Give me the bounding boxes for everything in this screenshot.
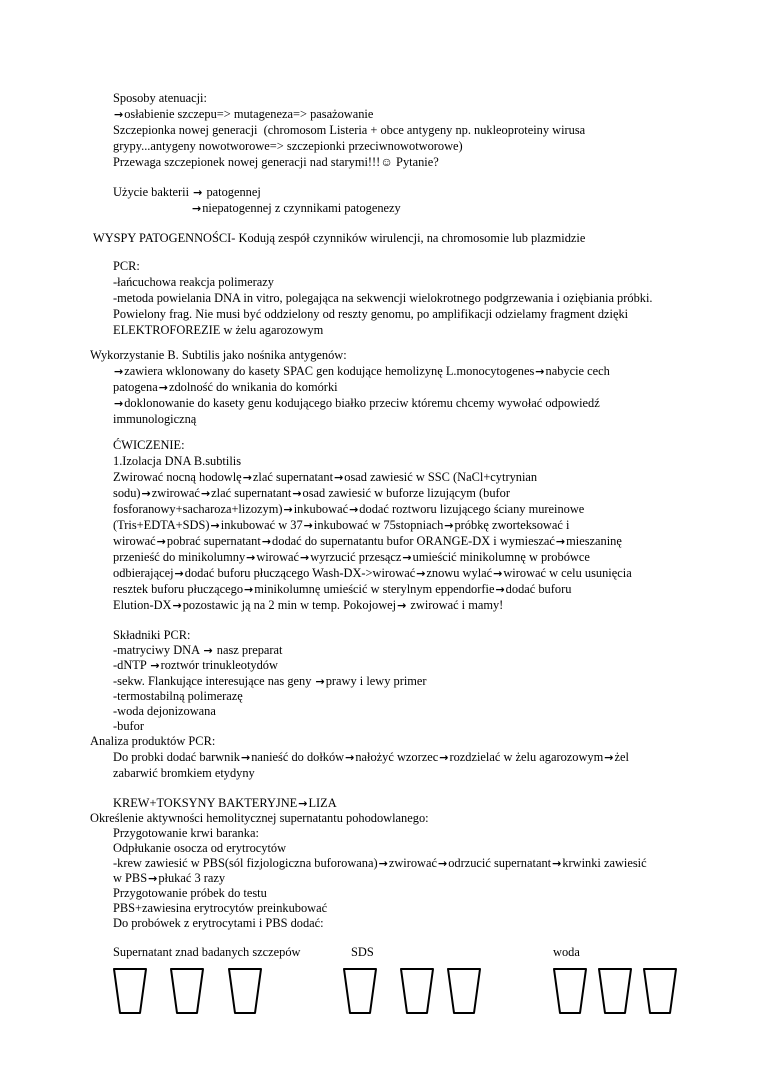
text-line [113, 900, 327, 916]
tube-outline [343, 968, 377, 1014]
text-line [113, 106, 373, 123]
text-line [113, 485, 510, 502]
tube-outline [400, 968, 434, 1014]
text-run: prawy i lewy primer [325, 674, 427, 688]
text-run: Sposoby atenuacji: [113, 91, 207, 105]
arrow-right-icon [300, 550, 309, 566]
text-run: dodać do supernatantu bufor ORANGE-DX i wymieszać [272, 534, 555, 548]
tube-outline [643, 968, 677, 1014]
text-run: zlać supernatant [252, 470, 334, 484]
text-line [113, 306, 628, 322]
text-run: Powielony frag. Nie musi być oddzielony od reszty genomu, po amplifikacji odzielamy fragment dzięki [113, 307, 629, 321]
text-run: zwirować [151, 486, 200, 500]
arrow-right-icon [241, 750, 250, 766]
text-run: zlać supernatant [211, 486, 292, 500]
text-run: Odpłukanie osocza od erytrocytów [113, 841, 287, 855]
text-line [113, 395, 600, 412]
arrow-right-icon [535, 364, 544, 380]
text-run: roztwór trinukleotydów [160, 658, 278, 672]
text-run: Składniki PCR: [113, 628, 191, 642]
text-run: Do probówek z erytrocytami i PBS dodać: [113, 916, 324, 930]
tube-outline [553, 968, 587, 1014]
tube-label-supernatant: Supernatant znad badanych szczepów [113, 945, 301, 959]
arrow-right-icon [316, 674, 325, 690]
text-line [90, 810, 429, 826]
arrow-right-icon [552, 856, 561, 872]
text-line [113, 379, 338, 396]
arrow-right-icon [244, 582, 253, 598]
text-line [113, 581, 571, 598]
text-line [113, 322, 323, 338]
arrow-right-icon [193, 185, 202, 201]
arrow-right-icon [292, 486, 301, 502]
text-run: osad zawiesić w buforze lizującym (bufor [302, 486, 510, 500]
text-run: -matryciwy DNA [113, 643, 203, 657]
arrow-right-icon [397, 598, 406, 614]
tube-outline [598, 968, 632, 1014]
text-run: -krew zawiesić w PBS(sól fizjologiczna buforowana) [113, 856, 378, 870]
arrow-right-icon [439, 750, 448, 766]
text-run: odbierającej [113, 566, 174, 580]
text-run: niepatogennej z czynnikami patogenezy [202, 201, 401, 215]
text-run: inkubować w 37 [220, 518, 303, 532]
text-run: zawiera wklonowany do kasety SPAC gen kodujące hemolizynę L.monocytogenes [124, 364, 535, 378]
arrow-right-icon [438, 856, 447, 872]
tube-outline [228, 968, 262, 1014]
text-run: nabycie cech [545, 364, 610, 378]
text-line [113, 469, 537, 486]
text-run: Analiza produktów PCR: [90, 734, 216, 748]
text-run: wirować [113, 534, 156, 548]
tube-outline [170, 968, 204, 1014]
test-tube-icon [553, 968, 587, 1014]
text-line [113, 597, 503, 614]
text-line [113, 154, 439, 170]
text-line [113, 565, 632, 582]
text-run: dodać roztworu lizującego ściany mureinowe [359, 502, 585, 516]
text-line [113, 138, 463, 154]
text-run: -woda dejonizowana [113, 704, 216, 718]
text-line [113, 274, 274, 290]
tube-label-woda: woda [553, 945, 580, 959]
text-run: (Tris+EDTA+SDS) [113, 518, 210, 532]
text-run: patogennej [203, 185, 261, 199]
text-run: WYSPY PATOGENNOŚCI- Kodują zespół czynników wirulencji, na chromosomie lub plazmidzie [93, 231, 586, 245]
arrow-right-icon [173, 598, 182, 614]
section-heading [93, 230, 585, 246]
text-run: -łańcuchowa reakcja polimerazy [113, 275, 274, 289]
text-run: pozostawic ją na 2 min w temp. Pokojowej [182, 598, 397, 612]
arrow-right-icon [175, 566, 184, 582]
text-run: nasz preparat [213, 643, 283, 657]
arrow-right-icon [493, 566, 502, 582]
test-tube-icon [598, 968, 632, 1014]
test-tube-icon [447, 968, 481, 1014]
section-heading [90, 733, 215, 749]
arrow-right-icon [495, 582, 504, 598]
text-run: w PBS [113, 871, 148, 885]
text-line [113, 122, 585, 138]
test-tube-icon [228, 968, 262, 1014]
text-run: nanieść do dołków [251, 750, 345, 764]
arrow-right-icon [283, 502, 292, 518]
text-line [113, 184, 261, 201]
text-run: Zwirować nocną hodowlę [113, 470, 242, 484]
text-run: płukać 3 razy [158, 871, 226, 885]
arrow-right-icon [114, 364, 123, 380]
text-run: zwirować [388, 856, 437, 870]
text-line [113, 749, 629, 766]
text-run: inkubować [293, 502, 349, 516]
text-run: znowu wylać [426, 566, 493, 580]
text-run: PBS+zawiesina erytrocytów preinkubować [113, 901, 328, 915]
arrow-right-icon [444, 518, 453, 534]
arrow-right-icon [304, 518, 313, 534]
tube-outline [447, 968, 481, 1014]
text-line [113, 363, 610, 380]
text-line [113, 915, 324, 931]
text-line [113, 517, 569, 534]
text-run: inkubować w 75stopniach [313, 518, 444, 532]
text-run: -sekw. Flankujące interesujące nas geny [113, 674, 315, 688]
arrow-right-icon [604, 750, 613, 766]
text-run: grypy...antygeny nowotworowe=> szczepionki przeciwnowotworowe) [113, 139, 463, 153]
text-run: zwirować i mamy! [407, 598, 504, 612]
text-line [113, 840, 286, 856]
text-run: Wykorzystanie B. Subtilis jako nośnika antygenów: [90, 348, 347, 362]
arrow-right-icon [192, 201, 201, 217]
text-run: Elution-DX [113, 598, 172, 612]
text-line [113, 549, 590, 566]
section-heading [113, 437, 185, 453]
text-run: krwinki zawiesić [562, 856, 647, 870]
arrow-right-icon [243, 470, 252, 486]
text-run: pobrać supernatant [166, 534, 261, 548]
arrow-right-icon [142, 486, 151, 502]
test-tube-icon [170, 968, 204, 1014]
text-run: doklonowanie do kasety genu kodującego białko przeciw któremu chcemy wywołać odpowiedź [124, 396, 600, 410]
arrow-right-icon [262, 534, 271, 550]
arrow-right-icon [556, 534, 565, 550]
arrow-right-icon [246, 550, 255, 566]
section-heading [90, 347, 347, 363]
text-line [191, 200, 401, 217]
text-run: mieszaninę [566, 534, 622, 548]
text-run: -metoda powielania DNA in vitro, polegająca na sekwencji wielokrotnego podgrzewania i oziębiania próbki. [113, 291, 653, 305]
text-run: sodu) [113, 486, 141, 500]
text-line [113, 411, 196, 427]
text-line [113, 718, 144, 734]
text-run: umieścić minikolumnę w probówce [412, 550, 590, 564]
arrow-right-icon [157, 534, 166, 550]
text-run: minikolumnę umieścić w sterylnym eppendorfie [254, 582, 495, 596]
arrow-right-icon [211, 518, 220, 534]
text-line [113, 533, 622, 550]
section-heading [113, 627, 190, 643]
text-run: -termostabilną polimerazę [113, 689, 243, 703]
text-line [113, 501, 584, 518]
text-line [113, 703, 216, 719]
text-line [113, 825, 259, 841]
text-run: Określenie aktywności hemolitycznej supernatantu pohodowlanego: [90, 811, 429, 825]
text-run: Przygotowanie krwi baranka: [113, 826, 259, 840]
text-line [113, 453, 241, 469]
arrow-right-icon [402, 550, 411, 566]
text-run: ĆWICZENIE: [113, 438, 185, 452]
arrow-right-icon [150, 658, 159, 674]
text-line [113, 290, 653, 306]
text-line [113, 90, 207, 106]
text-run: ELEKTROFOREZIE w żelu agarozowym [113, 323, 324, 337]
arrow-right-icon [349, 502, 358, 518]
text-run: zdolność do wnikania do komórki [168, 380, 338, 394]
arrow-right-icon [114, 396, 123, 412]
text-run: LIZA [308, 796, 337, 810]
text-run: wirować [256, 550, 300, 564]
text-run: rozdzielać w żelu agarozowym [449, 750, 604, 764]
text-run: żel [614, 750, 629, 764]
arrow-right-icon [201, 486, 210, 502]
text-line [113, 258, 140, 274]
arrow-right-icon [159, 380, 168, 396]
test-tube-icon [113, 968, 147, 1014]
text-run: Użycie bakterii [113, 185, 193, 199]
arrow-right-icon [114, 107, 123, 123]
text-run: dodać buforu płuczącego Wash-DX->wirować [184, 566, 416, 580]
text-line [113, 688, 243, 704]
text-run: -bufor [113, 719, 144, 733]
test-tube-icon [400, 968, 434, 1014]
text-run: fosforanowy+sacharoza+lizozym) [113, 502, 283, 516]
text-run: KREW+TOKSYNY BAKTERYJNE [113, 796, 298, 810]
text-run: Przygotowanie próbek do testu [113, 886, 267, 900]
text-run: osad zawiesić w SSC (NaCl+cytrynian [344, 470, 538, 484]
text-run: dodać buforu [505, 582, 572, 596]
tube-outline [113, 968, 147, 1014]
arrow-right-icon [334, 470, 343, 486]
text-run: patogena [113, 380, 158, 394]
test-tube-icon [343, 968, 377, 1014]
text-run: nałożyć wzorzec [355, 750, 439, 764]
text-run: immunologiczną [113, 412, 197, 426]
text-line [113, 765, 255, 781]
text-run: wyrzucić przesącz [310, 550, 402, 564]
text-run: próbkę zworteksować i [454, 518, 570, 532]
text-run: 1.Izolacja DNA B.subtilis [113, 454, 242, 468]
text-run: -dNTP [113, 658, 150, 672]
text-run: resztek buforu płuczącego [113, 582, 244, 596]
arrow-right-icon [345, 750, 354, 766]
text-run: PCR: [113, 259, 140, 273]
text-run: wirować w celu usunięcia [503, 566, 632, 580]
text-run: Przewaga szczepionek nowej generacji nad starymi!!!☺ Pytanie? [113, 155, 439, 169]
test-tube-icon [643, 968, 677, 1014]
text-run: osłabienie szczepu=> mutageneza=> pasażowanie [124, 107, 374, 121]
arrow-right-icon [416, 566, 425, 582]
text-run: Szczepionka nowej generacji (chromosom Listeria + obce antygeny np. nukleoproteiny wirusa [113, 123, 586, 137]
text-run: odrzucić supernatant [448, 856, 552, 870]
tube-label-sds: SDS [351, 945, 374, 959]
text-run: Do probki dodać barwnik [113, 750, 240, 764]
text-run: zabarwić bromkiem etydyny [113, 766, 255, 780]
text-run: przenieść do minikolumny [113, 550, 246, 564]
text-line [113, 657, 278, 674]
arrow-right-icon [379, 856, 388, 872]
text-line [113, 885, 267, 901]
